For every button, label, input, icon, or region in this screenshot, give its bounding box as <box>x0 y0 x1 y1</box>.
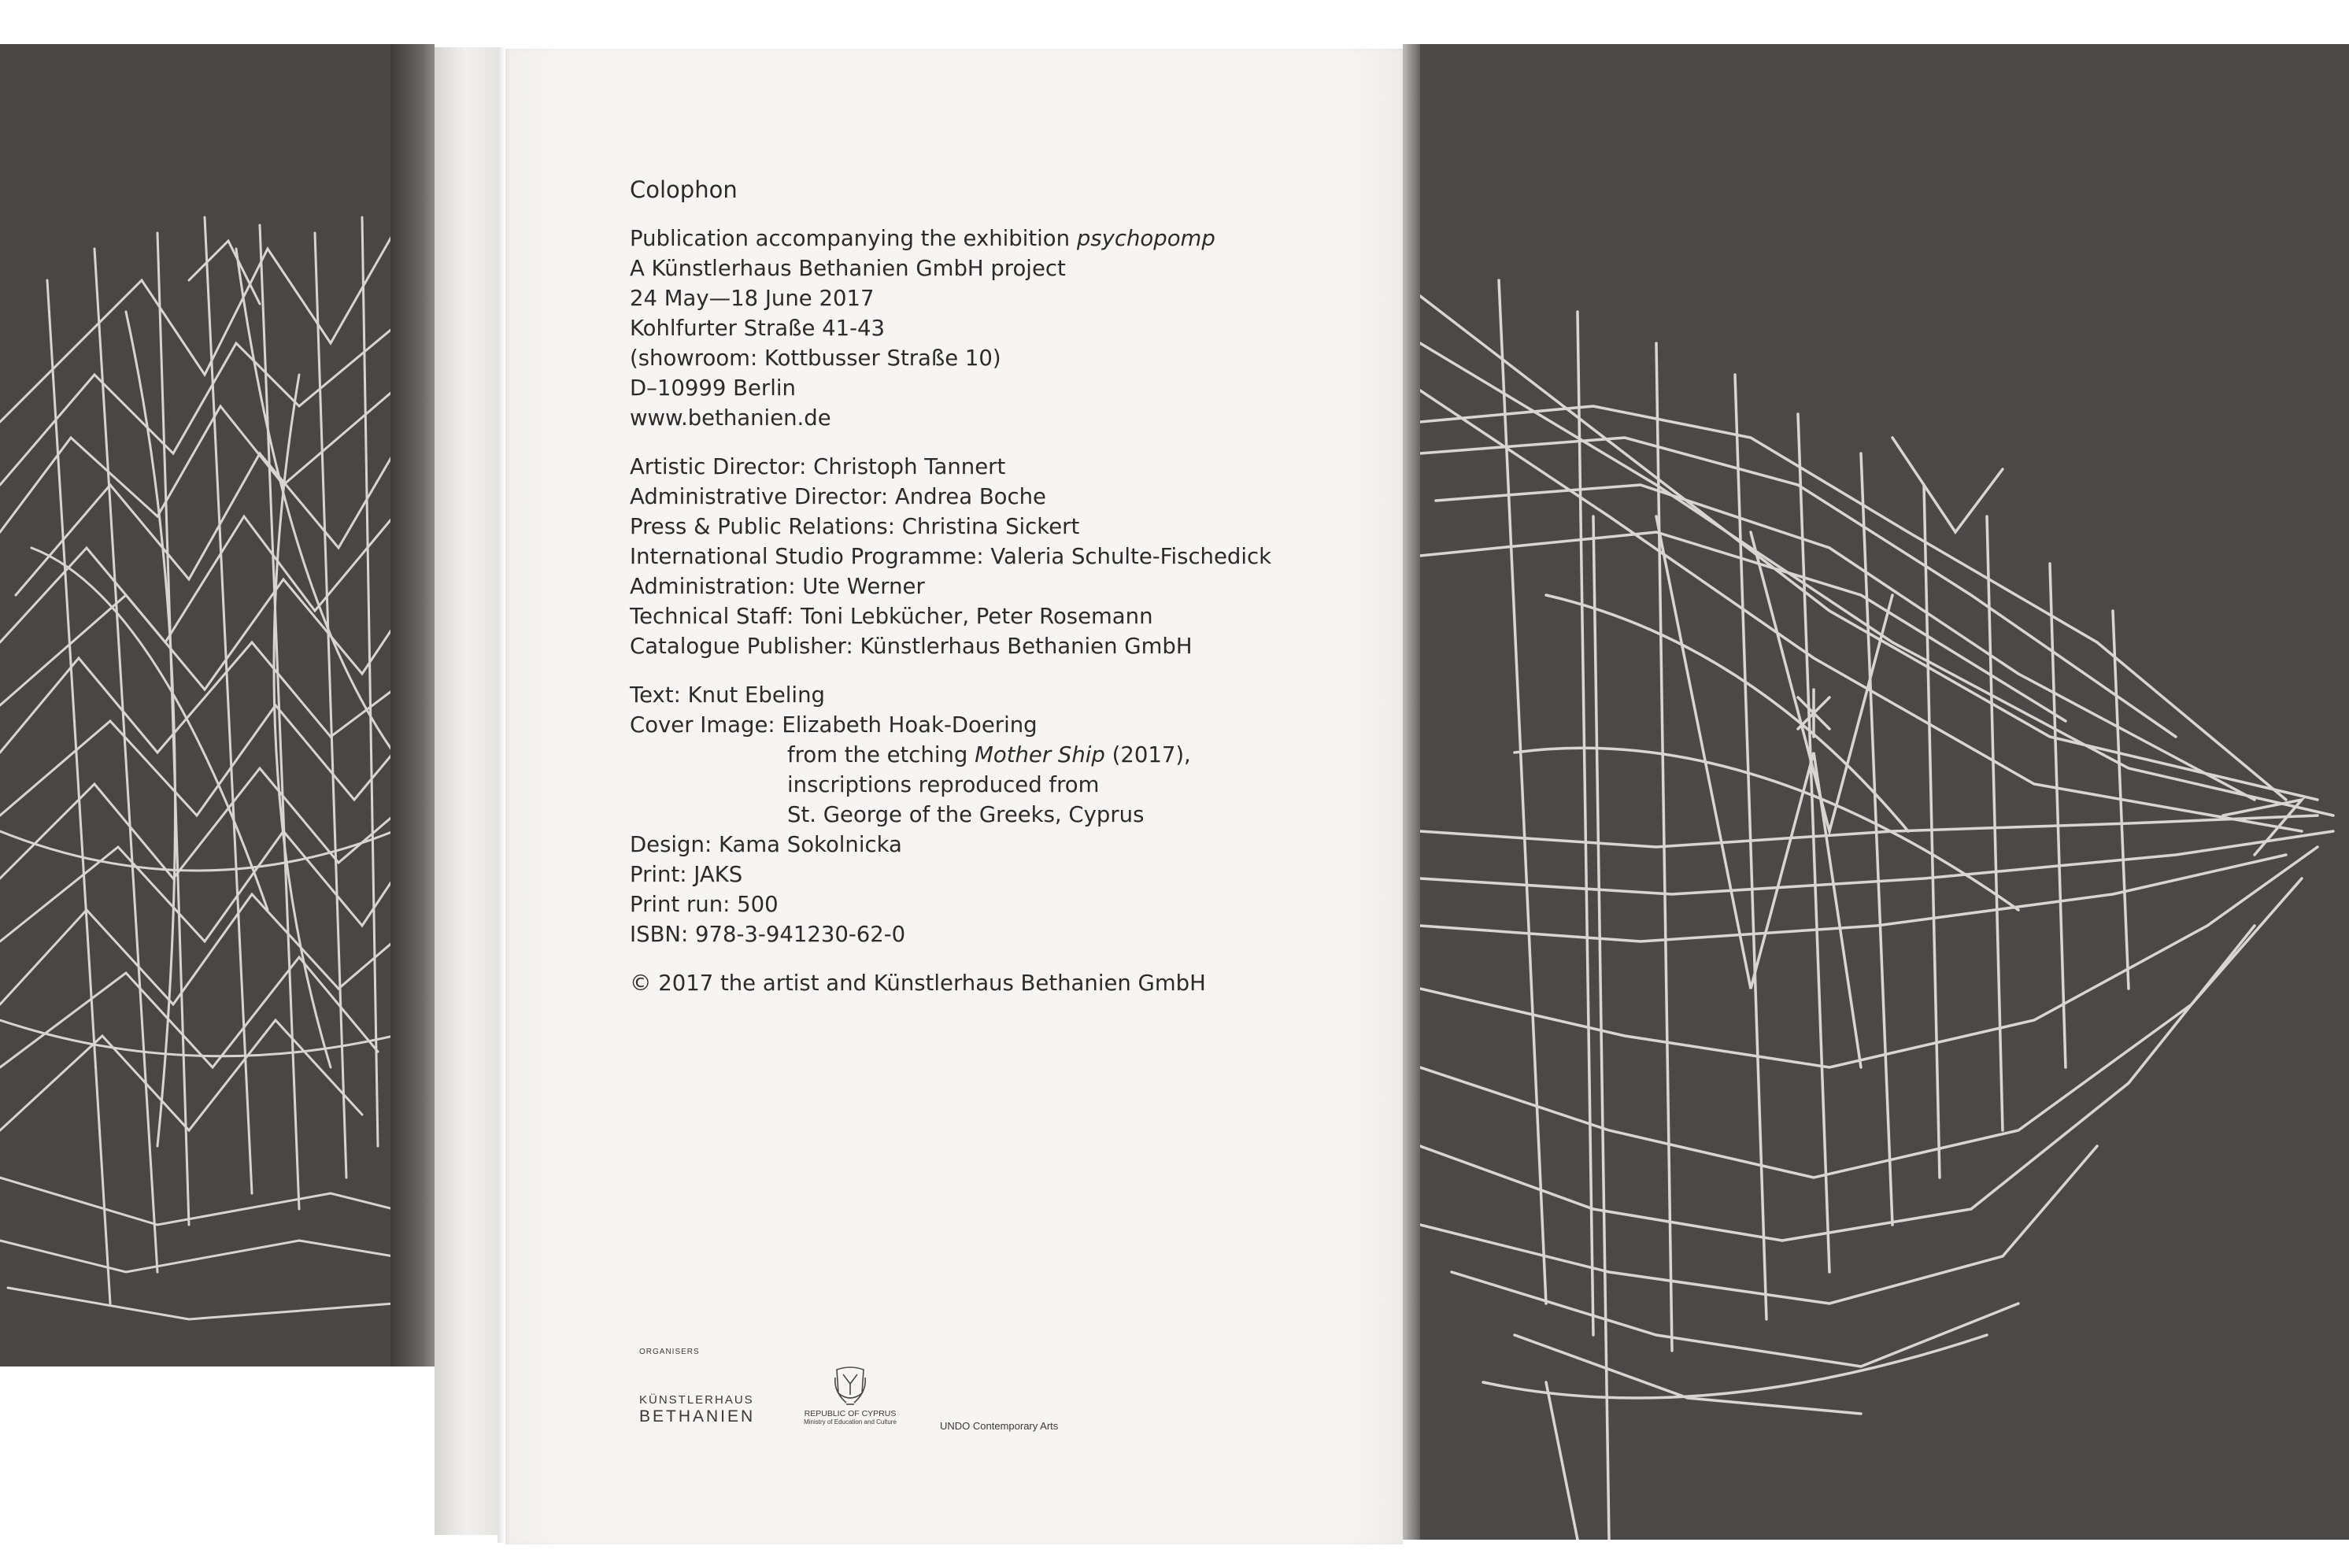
colophon-heading: Colophon <box>630 176 738 203</box>
print-run: Print run: 500 <box>630 892 779 917</box>
undo-contemporary-arts-logo: UNDO Contemporary Arts <box>940 1420 1059 1432</box>
staff-line: Press & Public Relations: Christina Sickert <box>630 514 1080 539</box>
isbn: ISBN: 978-3-941230-62-0 <box>630 922 906 947</box>
staff-line: Technical Staff: Toni Lebkücher, Peter Rosemann <box>630 604 1153 629</box>
left-cover-etching-illustration <box>0 44 394 1366</box>
address-line: Kohlfurter Straße 41-43 <box>630 316 886 341</box>
staff-list <box>630 452 1354 661</box>
republic-of-cyprus-logo: REPUBLIC OF CYPRUS Ministry of Education and Culture <box>787 1363 913 1426</box>
publication-line: Publication accompanying the exhibition psychopomp <box>630 226 1215 251</box>
design-credit: Design: Kama Sokolnicka <box>630 832 902 857</box>
left-endpaper-edge <box>435 47 498 1535</box>
left-cover <box>0 44 394 1366</box>
staff-line: Administration: Ute Werner <box>630 574 925 599</box>
project-line: A Künstlerhaus Bethanien GmbH project <box>630 256 1066 281</box>
cover-image-location: St. George of the Greeks, Cyprus <box>787 802 1145 827</box>
cyprus-emblem-icon <box>832 1363 868 1407</box>
text-credit: Text: Knut Ebeling <box>630 682 825 708</box>
staff-line: International Studio Programme: Valeria Schulte-Fischedick <box>630 544 1272 569</box>
right-cover <box>1420 44 2349 1540</box>
publication-info <box>630 224 1354 433</box>
cover-image-source: from the etching Mother Ship (2017), <box>787 742 1191 767</box>
cover-image-note: inscriptions reproduced from <box>787 772 1100 797</box>
left-cover-spine <box>390 44 435 1366</box>
staff-line: Administrative Director: Andrea Boche <box>630 484 1046 509</box>
organisers-label: ORGANISERS <box>639 1348 700 1356</box>
right-cover-etching-illustration <box>1420 44 2349 1540</box>
city-line: D–10999 Berlin <box>630 375 796 401</box>
website-line: www.bethanien.de <box>630 405 831 431</box>
organiser-logos <box>639 1348 1269 1442</box>
colophon-text-column <box>630 175 1354 998</box>
kunstlerhaus-bethanien-logo: KÜNSTLERHAUS BETHANIEN <box>639 1393 756 1426</box>
credits <box>630 680 1354 949</box>
cover-image-credit: Cover Image: Elizabeth Hoak-Doering <box>630 712 1038 738</box>
showroom-line: (showroom: Kottbusser Straße 10) <box>630 346 1001 371</box>
etching-title: Mother Ship <box>975 742 1105 767</box>
page-gutter-shadow <box>498 47 505 1543</box>
exhibition-title: psychopomp <box>1076 226 1215 251</box>
copyright-notice: © 2017 the artist and Künstlerhaus Bethanien GmbH <box>630 971 1206 996</box>
colophon-page <box>505 49 1403 1544</box>
print-credit: Print: JAKS <box>630 862 743 887</box>
staff-line: Catalogue Publisher: Künstlerhaus Bethanien GmbH <box>630 634 1193 659</box>
staff-line: Artistic Director: Christoph Tannert <box>630 454 1006 479</box>
exhibition-dates: 24 May—18 June 2017 <box>630 286 875 311</box>
